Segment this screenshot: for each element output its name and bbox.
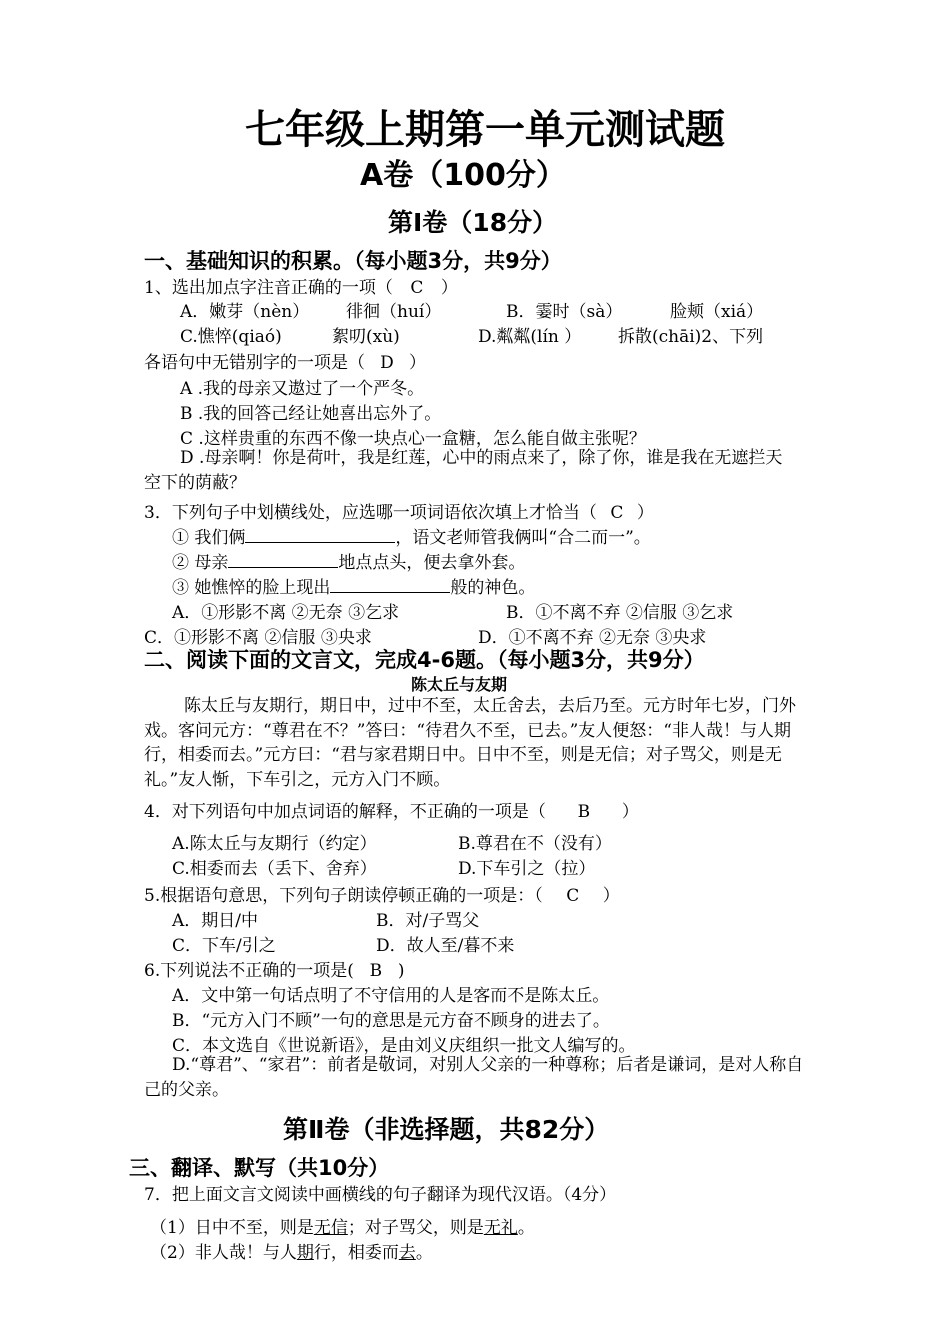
q6-option-c: C．本文选自《世说新语》，是由刘义庆组织一批文人编写的。 <box>172 1036 636 1056</box>
q3-sentence3 <box>172 573 535 598</box>
q3-option-c: C．①形影不离 ②信服 ③央求 <box>144 628 372 648</box>
q1-option-a1: A．嫩芽（nèn） <box>180 302 310 322</box>
q3-blank2 <box>228 551 338 568</box>
page-title: 七年级上期第一单元测试题 <box>245 107 725 153</box>
q2-option-b: B .我的回答己经让她喜出忘外了。 <box>180 404 442 424</box>
q2-option-a: A .我的母亲又遨过了一个严冬。 <box>180 379 425 399</box>
q2-stem <box>144 348 426 373</box>
q2-close: ） <box>409 353 426 373</box>
q1-option-c2: 絮叨(xù) <box>332 327 400 347</box>
q5-option-c: C．下车/引之 <box>172 936 276 956</box>
q7-line1 <box>150 1213 535 1238</box>
q2-option-d: D .母亲啊！你是荷叶，我是红莲，心中的雨点来了，除了你，谁是我在无遮拦天空下的荫蔽？ <box>144 448 783 493</box>
q7-l1-part1: （1）日中不至，则是 <box>150 1218 314 1238</box>
q3-answer: C <box>610 503 624 523</box>
q7-stem: 7．把上面文言文阅读中画横线的句子翻译为现代汉语。（4分） <box>144 1185 617 1205</box>
q3-close: ） <box>636 503 654 523</box>
q7-l2-end: 。 <box>415 1243 433 1263</box>
q5-answer: C <box>566 886 580 906</box>
q3-stem <box>144 498 654 523</box>
q6-stem <box>144 956 405 981</box>
q5-option-a: A．期日/中 <box>172 911 259 931</box>
q3-option-a: A．①形影不离 ②无奈 ③乞求 <box>172 603 400 623</box>
section3-heading: 三、翻译、默写（共10分） <box>129 1156 390 1180</box>
q4-stem-text: 4．对下列语句中加点词语的解释，不正确的一项是（ <box>144 802 546 822</box>
q6-option-b: B．“元方入门不顾”一句的意思是元方奋不顾身的进去了。 <box>172 1011 610 1031</box>
page-subtitle: A卷（100分） <box>360 158 566 193</box>
q5-close: ） <box>602 886 620 906</box>
q1-option-b1: B．霎时（sà） <box>506 302 623 322</box>
q1-option-d1: D.粼粼(lín ） <box>478 327 582 347</box>
q3-s3-start: ③ 她憔悴的脸上现出 <box>172 578 331 598</box>
q3-s2-end: 地点点头，便去拿外套。 <box>338 553 526 573</box>
q3-s3-end: 般的神色。 <box>450 578 536 598</box>
passage-title: 陈太丘与友期 <box>411 675 508 694</box>
q3-stem-text: 3．下列句子中划横线处，应选哪一项词语依次填上才恰当（ <box>144 503 597 523</box>
q6-close: ) <box>397 961 405 981</box>
q6-stem-text: 6.下列说法不正确的一项是( <box>144 961 354 981</box>
q7-line2 <box>150 1238 433 1263</box>
part1-title: 第Ⅰ卷（18分） <box>388 208 558 237</box>
q1-option-a2: 徘徊（huí） <box>346 302 442 322</box>
q3-option-b: B．①不离不弃 ②信服 ③乞求 <box>506 603 734 623</box>
q3-sentence2 <box>172 548 525 573</box>
q3-s1-end: ，语文老师管我俩叫“合二而一”。 <box>395 528 651 548</box>
q1-close: ） <box>440 278 458 298</box>
q1-option-c1: C.憔悴(qiaó) <box>180 327 282 347</box>
part2-title: 第Ⅱ卷（非选择题，共82分） <box>283 1115 610 1144</box>
q7-l2-part1: （2）非人哉！与人 <box>150 1243 297 1263</box>
q1-option-d2: 拆散(chāi)2、下列 <box>618 327 764 347</box>
q3-sentence1 <box>172 523 651 548</box>
q2-stem-text: 各语句中无错别字的一项是（ <box>144 353 365 373</box>
q4-stem <box>144 797 639 822</box>
q1-answer: C <box>410 278 424 298</box>
q4-option-d: D.下车引之（拉） <box>458 859 596 879</box>
q4-close: ） <box>621 802 639 822</box>
q3-blank1 <box>245 526 395 543</box>
q1-stem <box>144 273 458 298</box>
q2-answer: D <box>380 353 394 373</box>
q4-option-c: C.相委而去（丢下、舍弃） <box>172 859 377 879</box>
q7-l1-underlined1: 无信 <box>313 1218 348 1238</box>
q3-s2-start: ② 母亲 <box>172 553 229 573</box>
q4-answer: B <box>577 802 591 822</box>
q7-l2-part2: 行，相委而 <box>313 1243 399 1263</box>
q6-option-d: D.“尊君”、“家君”：前者是敬词，对别人父亲的一种尊称；后者是谦词，是对人称自己的父亲。 <box>144 1055 804 1100</box>
q7-l1-end: 。 <box>517 1218 535 1238</box>
q1-option-b2: 脸颊（xiá） <box>670 302 764 322</box>
q3-blank3 <box>330 576 450 593</box>
q4-option-b: B.尊君在不（没有） <box>458 834 612 854</box>
q7-l1-part2: ；对子骂父，则是 <box>347 1218 484 1238</box>
q4-option-a: A.陈太丘与友期行（约定） <box>172 834 377 854</box>
q7-l1-underlined2: 无礼 <box>483 1218 518 1238</box>
q6-option-a: A．文中第一句话点明了不守信用的人是客而不是陈太丘。 <box>172 986 610 1006</box>
q5-option-b: B．对/子骂父 <box>376 911 480 931</box>
q5-stem <box>144 881 620 906</box>
q1-stem-text: 1、选出加点字注音正确的一项（ <box>144 278 393 298</box>
passage-text: 陈太丘与友期行，期日中，过中不至，太丘舍去，去后乃至。元方时年七岁，门外戏。客问元方：“尊君在不？”答曰：“待君久不至，已去。”友人便怒：“非人哉！与人期行，相委而去。”元方曰：“君与家君期日中。日中不至，则是无信；对子骂父，则是无礼。”友人惭，下车引之，元方入门不顾。 <box>144 696 796 790</box>
q2-option-c: C .这样贵重的东西不像一块点心一盒糖，怎么能自做主张呢？ <box>180 429 646 449</box>
q5-stem-text: 5.根据语句意思，下列句子朗读停顿正确的一项是：（ <box>144 886 543 906</box>
q3-option-d: D．①不离不弃 ②无奈 ③央求 <box>478 628 707 648</box>
q7-l2-underlined1: 期 <box>296 1243 314 1263</box>
section2-heading: 二、阅读下面的文言文，完成4-6题。（每小题3分，共9分） <box>144 648 705 672</box>
q3-s1-start: ① 我们俩 <box>172 528 246 548</box>
q6-answer: B <box>369 961 383 981</box>
section1-heading: 一、基础知识的积累。（每小题3分，共9分） <box>144 249 562 273</box>
q7-l2-underlined2: 去 <box>398 1243 416 1263</box>
q5-option-d: D．故人至/暮不来 <box>376 936 515 956</box>
